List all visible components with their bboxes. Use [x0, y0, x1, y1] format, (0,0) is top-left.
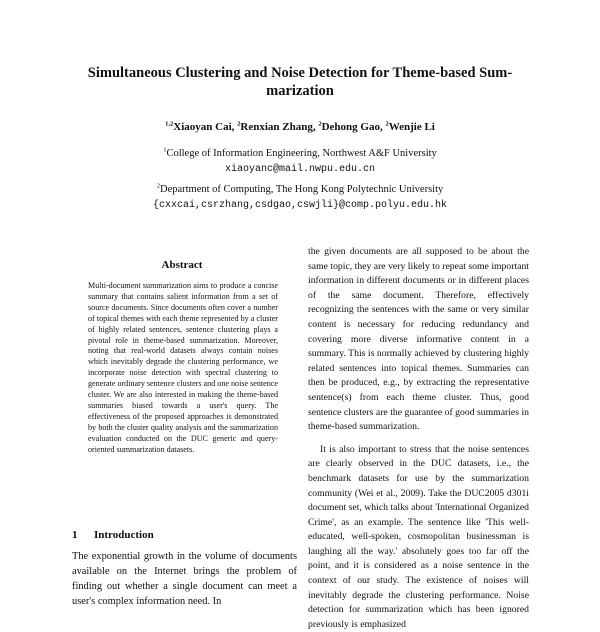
affiliation-1: [60, 146, 540, 177]
right-column-paragraph-1: the given documents are all supposed to be about the same topic, they are very likely to repeat some important information in different documents or in different places of the same document. Therefore, effectively recognizing the sentences with the same or very similar content is necessary for reducing redundancy and covering more diverse informative content in a summary. This is normally achieved by clustering highly related sentences into topical themes. Summaries can then be produced, e.g., by extracting the representative sentence(s) from each theme cluster. Thus, good sentence clusters are the guarantee of good summaries in theme-based summarization.: [308, 246, 529, 433]
author-name: Xiaoyan Cai: [173, 121, 232, 133]
title-line-1: Simultaneous Clustering and Noise Detection for Theme-based Sum-: [87, 65, 513, 81]
title-line-2: marization: [266, 83, 334, 99]
author-sep: ,: [312, 121, 319, 133]
author-list: [60, 121, 540, 133]
affiliation-sup: 1: [163, 146, 167, 154]
author-sup: 1,2: [165, 120, 174, 128]
author-name: Wenjie Li: [388, 121, 435, 133]
author-sup: 2: [318, 120, 322, 128]
right-column-paragraph-2: It is also important to stress that the noise sentences are clearly observed in the DUC datasets, i.e., the benchmark datasets for use by the summarization community (Wei et al., 2009). Take the DUC2005 d301i document set, which talks about 'International Organized Crime', as an example. The sentence like 'This well-educated, well-spoken, cosmopolitan businessman is laughing all the way.' absolutely goes too far off the point, and it is considered as a noise sentence in the context of our study. The existence of noises will inevitably degrade the clustering performance. Noise detection for summarization which has been ignored previously is emphasized: [308, 443, 529, 630]
affiliation-name: Department of Computing, The Hong Kong Polytechnic University: [159, 184, 444, 195]
author-name: Dehong Gao: [321, 121, 380, 133]
affiliation-2: [60, 182, 540, 213]
affiliation-name: College of Information Engineering, Northwest A&F University: [166, 148, 437, 159]
affiliation-email: xiaoyanc@mail.nwpu.edu.cn: [224, 164, 376, 175]
introduction-body: The exponential growth in the volume of documents available on the Internet brings the problem of finding out whether a single document can meet a user's complex information need. In: [72, 551, 297, 607]
right-column: [308, 245, 529, 632]
abstract-body: Multi-document summarization aims to produce a concise summary that contains salient information from a set of source documents. Since documents often cover a number of topical themes with each theme represented by a cluster of highly related sentences, sentence clustering plays a pivotal role in theme-based summarization. Moreover, noting that real-world datasets always contain noises which inevitably degrade the clustering performance, we incorporate noise detection with spectral clustering to generate ordinary sentence clusters and one noise sentence cluster. We are also interested in making the theme-based summaries biased towards a user's query. The effectiveness of the proposed approaches is demonstrated by both the cluster quality analysis and the summarization evaluation conducted on the DUC generic and query-oriented summarization datasets.: [88, 281, 278, 454]
paper-title: [60, 64, 540, 100]
author-sup: 2: [385, 120, 389, 128]
author-sep: ,: [231, 121, 238, 133]
author-name: Renxian Zhang: [240, 121, 313, 133]
section-title: Introduction: [94, 529, 154, 541]
section-heading-introduction: [72, 529, 154, 541]
author-sup: 2: [237, 120, 241, 128]
author-sep: ,: [379, 121, 386, 133]
affiliation-email: {cxxcai,csrzhang,csdgao,cswjli}@comp.polyu.edu.hk: [152, 200, 448, 211]
section-number: 1: [72, 529, 78, 541]
abstract-heading: Abstract: [161, 259, 203, 271]
affiliation-sup: 2: [156, 182, 160, 190]
